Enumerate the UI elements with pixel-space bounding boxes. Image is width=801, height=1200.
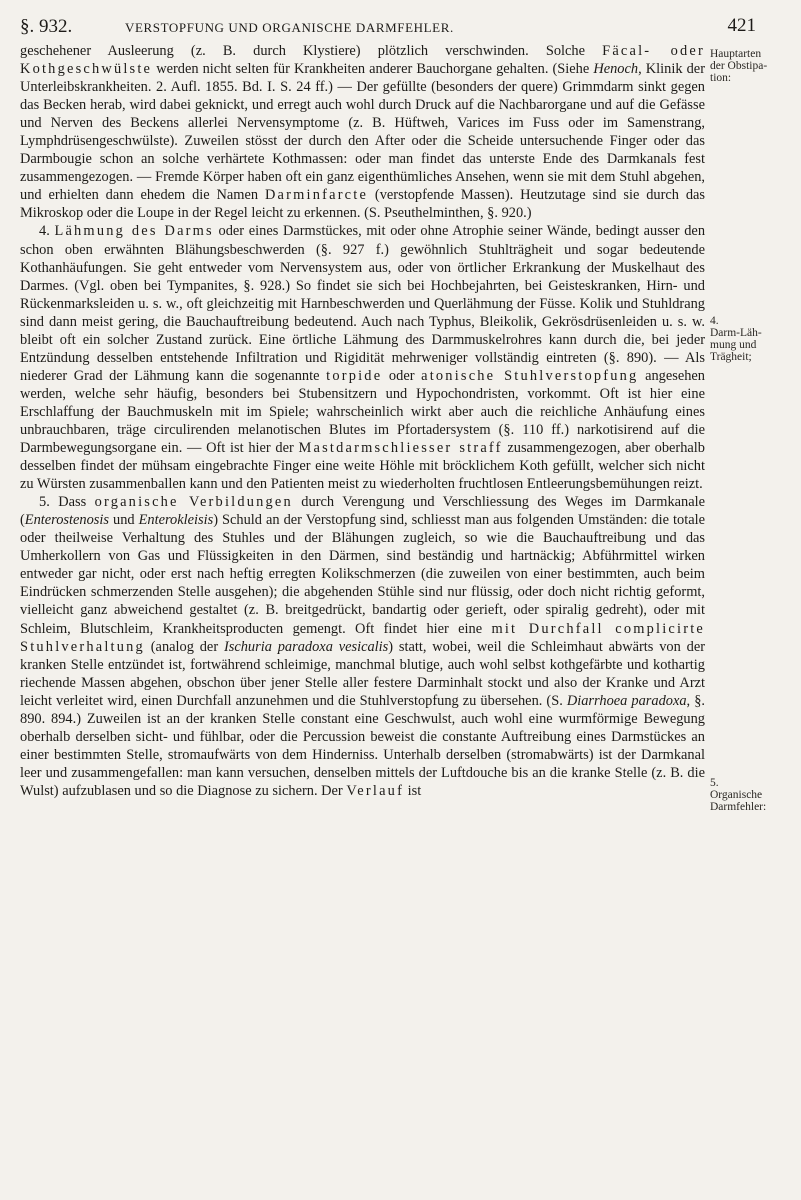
paragraph — [20, 493, 705, 800]
paragraph — [20, 222, 705, 493]
paragraph — [20, 42, 705, 222]
text-run: (analog der — [144, 638, 224, 655]
spaced-term: Darminfarcte — [264, 187, 369, 204]
spaced-term: Fäcal- oder Kothgeschwülste — [20, 43, 705, 78]
margin-note-line: der Obstipa- — [710, 60, 768, 72]
text-run: ) statt, wobei, weil die Schleimhaut abwärts von der kranken Stelle entzündet ist, fortwährend schleimige, manchmal blutige, auch wohl selbst kothgefärbte und kothartig riechende Massen abgehen, obschon über jener Stelle aller festere Darminhalt stockt und also der Kranke und Arzt leicht verleitet wird, einen Durchfall anzunehmen und die Stuhlverstopfung zu übersehen. (S. — [20, 638, 705, 709]
spaced-term: Mastdarmschliesser straff — [298, 440, 503, 457]
text-run: 5. Dass — [39, 494, 95, 511]
italic-term: Enterostenosis — [24, 512, 110, 529]
italic-term: Ischuria paradoxa vesicalis — [223, 638, 389, 655]
margin-note-line: Darm-Läh- — [710, 327, 762, 339]
text-run: geschehener Ausleerung (z. B. durch Klystiere) plötzlich verschwinden. Solche — [20, 43, 603, 59]
margin-note-line: Organische — [710, 789, 763, 801]
spaced-term: organische Verbildungen — [94, 494, 293, 511]
page-number: 421 — [727, 15, 756, 36]
text-run: ) Schuld an der Verstopfung sind, schliesst man aus folgenden Umständen: die totale oder theilweise Verhaltung des Stuhles und der Blähungen zugleich, so wie die Bauchauftreibung und das Umherkollern von Gas und Flüssigkeiten in den Därmen, sind beständig und hartnäckig; Abführmittel wirken entweder gar nicht, oder erst nach heftig erregten Kolikschmerzen (die zuweilen von einer bestimmten, auch beim Eindrücken schmerzenden Stelle ausgehen); die abgehenden Stühle sind nur flüssig, oder doch nicht richtig geformt, vielleicht ganz abweichend gestaltet (z. B. breitgedrückt, bandartig oder gerieft, oder spiralig gedreht), oder mit Schleim, Blutschleim, Krankheitsproducten gemengt. Oft findet hier eine — [20, 512, 705, 637]
text-run: , §. 890. 894.) Zuweilen ist an der kranken Stelle constant eine Geschwulst, auch wohl eine wurmförmige Bewegung oberhalb derselben sicht- und fühlbar, oder die Percussion beweist die constante Auftreibung eines Darmstückes an einer bestimmten Stelle, stromaufwärts von dem Hinderniss. Unterhalb derselben (stromabwärts) ist der Darmkanal leer und zusammengefallen: man kann versuchen, denselben mittels der Luftdouche bis an die kranke Stelle (z. B. die Wulst) aufzublasen und so die Diagnose zu sichern. Der — [20, 692, 705, 799]
margin-note-line: mung und — [710, 339, 757, 351]
margin-note-darmlaehmung — [710, 315, 798, 363]
margin-note-line: Trägheit; — [710, 351, 752, 363]
italic-term: Diarrhoea paradoxa — [566, 692, 687, 709]
body-text — [20, 42, 705, 800]
spaced-term: mit Durchfall complicirte Stuhlverhaltung — [20, 620, 705, 655]
spaced-term: torpide — [326, 367, 383, 384]
italic-term: Henoch — [593, 61, 639, 78]
spaced-term: Lähmung des Darms — [54, 223, 214, 240]
running-title: VERSTOPFUNG UND ORGANISCHE DARMFEHLER. — [125, 20, 454, 35]
text-run: oder — [382, 367, 422, 384]
text-run: zusammengezogen, aber oberhalb desselben findet der mühsam eingebrachte Finger eine weite Höhle mit bröcklichem Koth gefüllt, welcher sich nicht zu Würsten zusammenballen kann und den Patienten meist zu wiederholten fruchtlosen Entleerungsbemühungen reizt. — [20, 440, 705, 493]
text-run: ist — [404, 782, 422, 799]
margin-note-line: 5. — [710, 777, 719, 789]
text-run: oder eines Darmstückes, mit oder ohne Atrophie seiner Wände, bedingt ausser den schon oben erwähnten Blähungsbeschwerden (§. 927 f.) gewöhnlich Stuhlträgheit und sogar bedeutende Kothanhäufungen. Sie geht entweder vom Nervensystem aus, oder von örtlicher Erkrankung der Muskelhaut des Darmes. (Vgl. oben bei Tympanites, §. 928.) So findet sie sich bei Hochbejahrten, bei Geisteskranken, Hirn- und Rückenmarksleiden u. s. w., oft gleichzeitig mit Harnbeschwerden und Querlähmung der Füsse. Kolik und Stuhldrang sind dann meist gering, die Bauchauftreibung bedeutend. Auch nach Typhus, Bleikolik, Gekrösdrüsenleiden u. s. w. bleibt oft ein solcher Zustand zurück. Eine örtliche Lähmung des Darmmuskelrohres kann durch die, bei jeder Entzündung desselben entstehende Infiltration und Rigidität mehrweniger vollständig eintreten (§. 890). — Als niederer Grad der Lähmung kann die sogenannte — [20, 223, 706, 384]
spaced-term: Verlauf — [346, 782, 405, 799]
spaced-term: atonische Stuhlverstopfung — [421, 367, 639, 384]
margin-note-organische — [710, 777, 798, 813]
margin-note-line: Hauptarten — [710, 48, 762, 60]
section-number: §. 932. — [20, 16, 73, 37]
margin-note-hauptarten — [710, 48, 798, 84]
text-run: , Klinik der Unterleibskrankheiten. 2. Aufl. 1855. Bd. I. S. 24 ff.) — Der gefüllte (besonders der quere) Grimmdarm sinkt gegen das Becken herab, wird dabei geknickt, und erregt auch wohl durch Druck auf die Nachbarorgane und auf die Gefässe und Nerven des Beckens allerlei Nervensymptome (z. B. Hüftweh, Varices im Fuss oder im Samenstrang, Lymphdrüsengeschwülste). Zuweilen stösst der durch den After oder die Scheide untersuchende Finger oder das Darmbougie schon an solche verhärtete Kothmassen: oder man findet das unterste Ende des Darmkanals fest zusammengezogen. — Fremde Körper haben oft ein ganz eigenthümliches Ansehen, wenn sie mit dem Stuhl abgehen, und erhielten dann ehedem die Namen — [20, 61, 705, 204]
italic-term: Enterokleisis — [138, 512, 214, 529]
text-run: werden nicht selten für Krankheiten anderer Bauchorgane gehalten. (Siehe — [152, 61, 594, 78]
text-run: 4. — [39, 223, 55, 240]
page-header — [20, 14, 781, 40]
margin-note-line: 4. — [710, 315, 719, 327]
text-run: und — [109, 512, 139, 529]
text-run: durch Verengung und Verschliessung des Weges im Darmkanale ( — [20, 494, 705, 529]
text-run: (verstopfende Massen). Heutzutage sind sie durch das Mikroskop oder die Loupe in der Regel leicht zu erkennen. (S. Pseuthelminthen, §. 920.) — [20, 187, 705, 222]
text-run: angesehen werden, welche sehr häufig, besonders bei Stubensitzern und Hypochondristen, vorkommt. Oft ist hier eine Erschlaffung der Bauchmuskeln mit im Spiele; wahrscheinlich wirkt aber auch die reichliche Anhäufung eines unbrauchbaren, träge circulirenden melanotischen Blutes im Pfortadersystem (§. 110 ff.) narkotisirend auf die Darmbewegungsorgane ein. — Oft ist hier der — [20, 367, 705, 457]
margin-note-line: tion: — [710, 72, 732, 84]
margin-note-line: Darmfehler: — [710, 801, 767, 813]
